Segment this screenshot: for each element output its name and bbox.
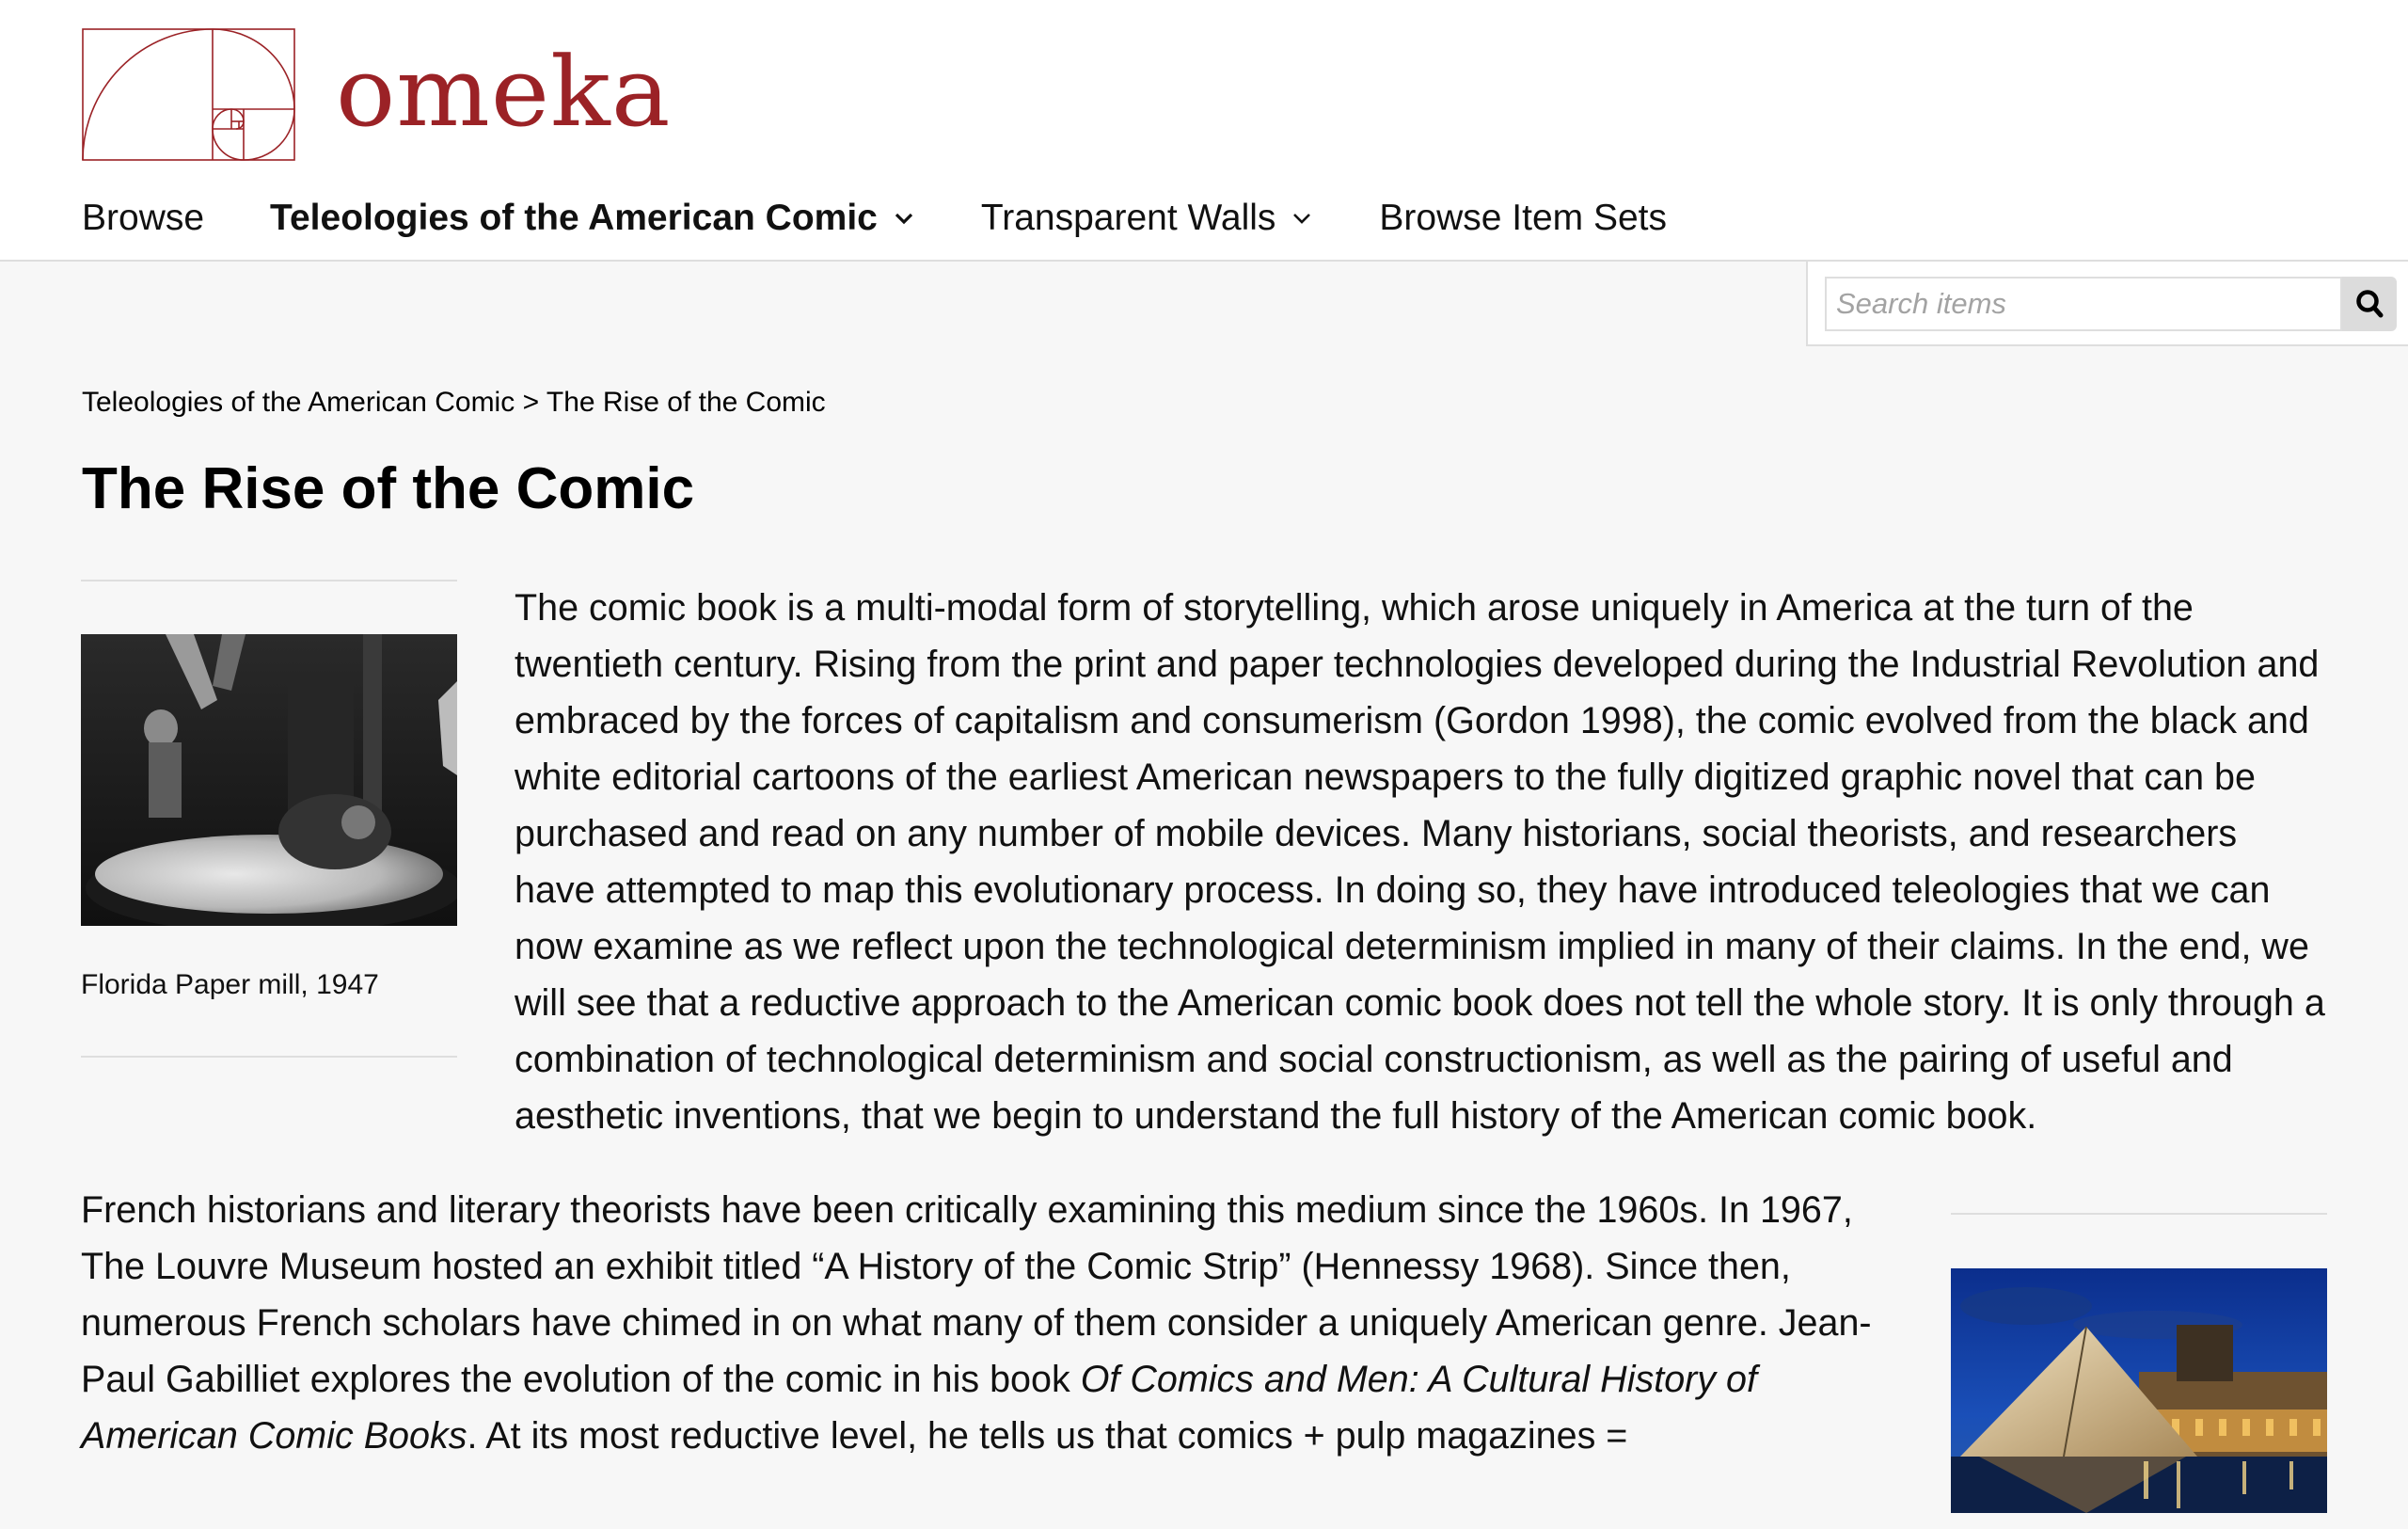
page-title: The Rise of the Comic — [82, 456, 695, 521]
paragraph-intro: The comic book is a multi-modal form of storytelling, which arose uniquely in America at the turn of the twentieth century. Rising from the print and paper technologies developed during the Industrial Revolution and embraced by the forces of capitalism and consumerism (Gordon 1998), the comic evolved from the black and white editorial cartoons of the earliest American newspapers to the fully digitized graphic novel that can be purchased and read on any number of mobile devices. Many historians, social theorists, and researchers have attempted to map this evolutionary process. In doing so, they have introduced teleologies that we can now examine as we reflect upon the technological determinism implied in many of their claims. In the end, we will see that a reductive approach to the American comic book does not tell the whole story. It is only through a combination of technological determinism and social constructionism, as well as the pairing of useful and aesthetic inventions, that we begin to understand the full history of the American comic book. — [515, 587, 2325, 1137]
book-title: Of Comics and Men: A Cultural History of American Comic Books — [81, 1359, 1757, 1457]
paragraph-text: . At its most reductive level, he tells us that comics + pulp magazines = — [467, 1415, 1628, 1457]
breadcrumb-link-parent[interactable]: Teleologies of the American Comic — [82, 387, 515, 418]
nav-item-label: Browse Item Sets — [1379, 198, 1668, 238]
figure-paper-mill — [81, 580, 457, 1058]
golden-spiral-logo-icon — [82, 28, 296, 162]
breadcrumb-separator: > — [522, 387, 540, 418]
nav-item-browse[interactable] — [82, 198, 204, 239]
nav-item-teleologies[interactable] — [270, 198, 915, 239]
breadcrumb — [82, 384, 826, 422]
nav-item-label: Transparent Walls — [980, 198, 1276, 238]
chevron-down-icon[interactable] — [1291, 207, 1313, 230]
site-header — [0, 0, 2408, 262]
paper-mill-photo[interactable] — [81, 634, 457, 926]
main-nav — [82, 188, 1733, 248]
search-input[interactable] — [1825, 277, 2342, 331]
site-logo-text: omeka — [336, 37, 672, 149]
nav-item-browse-item-sets[interactable] — [1379, 198, 1667, 239]
louvre-pyramid-photo[interactable] — [1951, 1268, 2327, 1513]
nav-item-label: Browse — [82, 198, 205, 238]
site-logo-link[interactable] — [82, 28, 672, 160]
figure-caption: Florida Paper mill, 1947 — [81, 969, 379, 1000]
search-button[interactable] — [2342, 277, 2397, 331]
nav-item-transparent-walls[interactable] — [981, 198, 1314, 239]
page-content — [81, 580, 2327, 1529]
paragraph-text: French historians and literary theorists have been critically examining this medium since the 1960s. In 1967, The Louvre Museum hosted an exhibit titled “A History of the Comic Strip” (Hennessy 1968). Since then, numerous French scholars have chimed in on what many of them consider a uniquely American genre. Jean-Paul Gabilliet explores the evolution of the comic in his book — [81, 1189, 1872, 1400]
nav-item-label: Teleologies of the American Comic — [270, 198, 878, 238]
figure-louvre — [1951, 1213, 2327, 1529]
search-panel — [1806, 262, 2408, 346]
breadcrumb-current: The Rise of the Comic — [546, 387, 826, 418]
search-icon — [2355, 289, 2384, 319]
chevron-down-icon[interactable] — [893, 207, 915, 230]
